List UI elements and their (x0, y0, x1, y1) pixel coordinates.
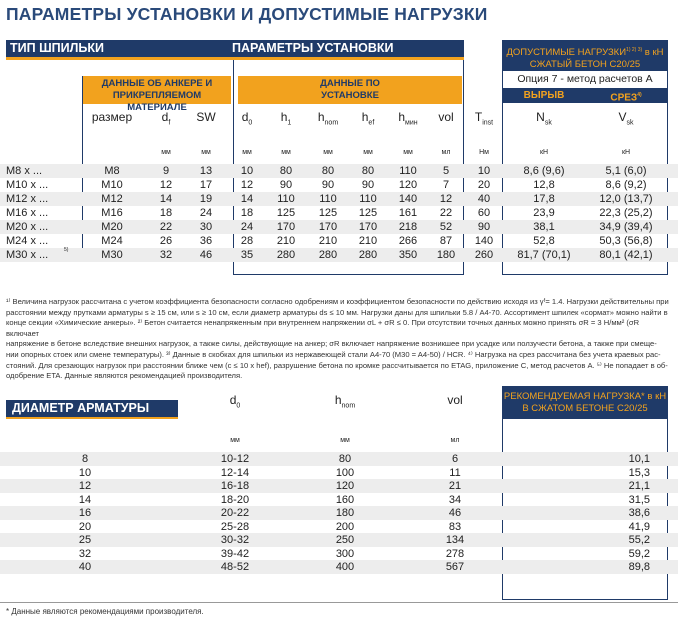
cell-vol: 22 (439, 207, 453, 219)
footnote-line: нии опорных стоек или смене температуры). ³⁾ Данные в скобках для шпильки из нержавеющей стали A4-70 (M30 = A4-50) / HCR. ⁴⁾ Нагрузка на срез рассчитана без учета краевых рас- (6, 349, 661, 359)
cell-vsk: 50,3 (56,8) (599, 235, 653, 247)
t2-cell-dia: 32 (78, 547, 92, 560)
loads-header (503, 41, 667, 71)
pullout-label: ВЫРЫВ (523, 90, 565, 101)
t2-load-header-tail: в кН (644, 391, 667, 402)
bolt-type-cell: M24 x ... (6, 235, 49, 247)
t2-cell-d0: 18-20 (220, 493, 250, 506)
option-label-text: Опция 7 - метод расчетов А (517, 73, 653, 85)
cell-nsk: 81,7 (70,1) (517, 249, 571, 261)
cell-d0: 18 (240, 207, 254, 219)
unit-vsk: кН (621, 149, 631, 156)
cell-h1: 125 (276, 207, 296, 219)
bolt-type-cell: M12 x ... (6, 193, 49, 205)
cell-tinst: 60 (477, 207, 491, 219)
loads-header-line2: СЖАТЫЙ БЕТОН C20/25 (529, 59, 641, 71)
loads-header-line1: ДОПУСТИМЫЕ НАГРУЗКИ (506, 47, 627, 59)
cell-h1: 280 (276, 249, 296, 261)
cell-vol: 87 (439, 235, 453, 247)
cell-vol: 7 (442, 179, 450, 191)
rebar-header-label: ДИАМЕТР АРМАТУРЫ (12, 401, 150, 415)
cell-hef: 170 (358, 221, 378, 233)
t2-load-header (503, 387, 667, 419)
unit-nsk: кН (539, 149, 549, 156)
t2-cell-load: 10,1 (628, 453, 650, 465)
col-h1: $h_1$ (280, 110, 292, 127)
cell-vol: 180 (436, 249, 456, 261)
t2-cell-vol: 278 (445, 547, 465, 560)
divider (233, 274, 464, 275)
t2-cell-vol: 567 (445, 561, 465, 573)
t2-cell-hnom: 100 (335, 466, 355, 479)
anchor-data-header-label: ДАННЫЕ ОБ АНКЕРЕ И ПРИКРЕПЛЯЕМОМ МАТЕРИАЛЕ (101, 78, 213, 113)
bolt-type-cell: M30 x ... (6, 249, 49, 261)
footer-note: * Данные являются рекомендациями производителя. (6, 607, 204, 616)
cell-hnom: 280 (318, 249, 338, 261)
col-hef: $h_{ef}$ (361, 110, 375, 127)
option-label (503, 72, 667, 87)
t2-cell-vol: 134 (445, 534, 465, 546)
cell-df: 22 (159, 221, 173, 233)
unit-sw: мм (201, 149, 211, 156)
cell-d0: 24 (240, 221, 254, 233)
t2-cell-dia: 12 (78, 480, 92, 492)
t2-cell-hnom: 180 (335, 507, 355, 519)
cell-h1: 170 (276, 221, 296, 233)
cell-sw: 24 (199, 207, 213, 219)
t2-cell-hnom: 160 (335, 493, 355, 506)
t2-cell-load: 59,2 (628, 547, 650, 560)
cell-hmin: 110 (399, 165, 417, 177)
cell-h1: 110 (277, 193, 295, 205)
install-params-header (142, 40, 464, 57)
cell-hmin: 218 (398, 221, 418, 233)
shear-label (585, 88, 667, 103)
cell-h1: 80 (279, 165, 293, 177)
t2-unit-hnom: мм (340, 437, 350, 444)
col-nsk: $N_{sk}$ (536, 110, 552, 127)
cell-sw: 19 (199, 193, 213, 205)
cell-df: 26 (159, 235, 173, 247)
loads-header-tail: в кН (642, 47, 664, 59)
cell-hmin: 120 (398, 179, 418, 191)
t2-cell-hnom: 400 (335, 561, 355, 573)
t2-cell-load: 89,8 (628, 561, 650, 573)
cell-hnom: 80 (321, 165, 335, 177)
bolt-type-header-label: ТИП ШПИЛЬКИ (10, 41, 104, 55)
cell-df: 12 (159, 179, 173, 191)
col-vsk: $V_{sk}$ (618, 110, 634, 127)
footnote-line: напряжение в бетоне вследствие внешних нагрузок, а также силы, действующие на анкер; σR включает напряжение возникшее при усадке или ползучести бетона, а также при смеще- (6, 339, 657, 349)
cell-df: 32 (159, 249, 173, 261)
col-tinst: $T_{inst}$ (474, 110, 494, 127)
cell-hef: 80 (361, 165, 375, 177)
cell-tinst: 10 (477, 165, 491, 177)
unit-df: мм (161, 149, 171, 156)
shear-label-text: СРЕЗ (610, 92, 638, 104)
cell-size: M20 (101, 221, 123, 233)
cell-df: 18 (159, 207, 173, 219)
col-sw: SW (196, 110, 216, 124)
cell-vol: 5 (442, 165, 450, 177)
loads-header-sup: 1) 2) 3) (626, 47, 643, 53)
footnote-line: стояний. Для срезающих нагрузок при расстоянии ближе чем (c ≤ 10 x hef), разрушение бетона по кромке рассчитывается по ETAG, приложение С, метод расчетов A. ⁵⁾ Не попадает в об- (6, 360, 668, 370)
unit-h1: мм (281, 149, 291, 156)
footnote-line: ¹⁾ Величина нагрузок рассчитана с учетом коэффициента безопасности согласно одобрениям и коэффициентом безопасности по действию исходя из γᶠ= 1.4. Нагрузки действительны при (6, 297, 669, 306)
t2-cell-dia: 8 (81, 453, 89, 465)
cell-hef: 90 (361, 179, 375, 191)
cell-h1: 210 (276, 235, 296, 247)
cell-h1: 90 (279, 179, 293, 191)
t2-cell-vol: 21 (448, 480, 462, 492)
t2-col-hnom: $h_{nom}$ (334, 393, 356, 410)
col-hmin: $h_{мин}$ (398, 110, 418, 127)
footnotes (6, 297, 670, 382)
cell-vsk: 12,0 (13,7) (599, 193, 653, 205)
bolt-type-cell: M16 x ... (6, 207, 49, 219)
cell-nsk: 52,8 (533, 235, 555, 247)
unit-d0: мм (242, 149, 252, 156)
cell-size: M30 (101, 249, 123, 261)
cell-hef: 125 (358, 207, 378, 219)
cell-nsk: 12,8 (533, 179, 555, 191)
bolt-type-cell: M20 x ... (6, 221, 49, 233)
t2-cell-vol: 11 (449, 466, 461, 479)
cell-tinst: 140 (474, 235, 494, 247)
cell-size: M24 (101, 235, 123, 247)
col-hnom: $h_{nom}$ (317, 110, 339, 127)
install-data-header (238, 76, 462, 104)
t2-cell-d0: 25-28 (220, 520, 250, 533)
t2-cell-load: 55,2 (628, 534, 650, 546)
t2-cell-load: 41,9 (628, 520, 650, 533)
cell-tinst: 20 (477, 179, 491, 191)
cell-hnom: 90 (321, 179, 335, 191)
footnote-line: конце секции «Химические анкеры». ²⁾ Бетон считается ненапряженным при внутреннем напряжении σL + σR ≤ 0. При отсутствии точных данных можно принять σR = 3 Н/мм² (σR включает (6, 318, 640, 338)
cell-sw: 13 (199, 165, 213, 177)
col-df: $d_f$ (161, 110, 171, 127)
t2-unit-d0: мм (230, 437, 240, 444)
cell-hnom: 125 (318, 207, 338, 219)
cell-hmin: 266 (398, 235, 418, 247)
t2-cell-hnom: 80 (338, 453, 352, 465)
t2-cell-dia: 14 (78, 493, 92, 506)
t2-cell-d0: 48-52 (220, 561, 250, 573)
cell-vsk: 80,1 (42,1) (599, 249, 653, 261)
t2-load-header-line1: РЕКОМЕНДУЕМАЯ НАГРУЗКА* (503, 391, 645, 402)
t2-cell-hnom: 250 (335, 534, 355, 546)
cell-sw: 17 (199, 179, 213, 191)
install-params-header-label: ПАРАМЕТРЫ УСТАНОВКИ (232, 41, 394, 55)
cell-vol: 12 (439, 193, 453, 205)
cell-hef: 110 (359, 193, 377, 205)
bolt-type-header (6, 40, 144, 57)
unit-hef: мм (363, 149, 373, 156)
t2-cell-vol: 83 (448, 520, 462, 533)
bolt-type-cell: M10 x ... (6, 179, 49, 191)
cell-tinst: 90 (477, 221, 491, 233)
t2-unit-vol: мл (450, 437, 460, 444)
cell-vsk: 22,3 (25,2) (599, 207, 653, 219)
cell-hnom: 210 (318, 235, 338, 247)
unit-tinst: Нм (479, 149, 489, 156)
t2-cell-d0: 20-22 (220, 507, 250, 519)
t2-col-d0: $d_0$ (229, 393, 241, 410)
t2-cell-dia: 40 (78, 561, 92, 573)
header-underline (6, 57, 464, 60)
cell-nsk: 8,6 (9,6) (523, 165, 565, 177)
t2-cell-load: 31,5 (628, 493, 650, 506)
cell-hmin: 161 (398, 207, 418, 219)
unit-vol: мл (441, 149, 451, 156)
cell-df: 9 (162, 165, 170, 177)
anchor-data-header (83, 76, 231, 113)
cell-nsk: 38,1 (533, 221, 555, 233)
t2-cell-dia: 16 (78, 507, 92, 519)
t2-cell-d0: 39-42 (220, 547, 250, 560)
t2-cell-dia: 25 (78, 534, 92, 546)
t2-cell-vol: 34 (448, 493, 462, 506)
cell-d0: 10 (240, 165, 254, 177)
cell-hnom: 170 (318, 221, 338, 233)
cell-sw: 36 (199, 235, 213, 247)
t2-cell-dia: 20 (78, 520, 92, 533)
bolt-type-cell: M8 x ... (6, 165, 43, 177)
cell-vsk: 34,9 (39,4) (599, 221, 653, 233)
t2-cell-d0: 10-12 (220, 453, 250, 465)
t2-cell-d0: 12-14 (220, 466, 250, 479)
cell-hmin: 140 (398, 193, 418, 205)
cell-size: M12 (101, 193, 123, 205)
cell-d0: 28 (240, 235, 254, 247)
t2-load-header-line2: В СЖАТОМ БЕТОНЕ C20/25 (522, 403, 648, 414)
cell-hmin: 350 (398, 249, 418, 261)
cell-hef: 210 (358, 235, 378, 247)
cell-hef: 280 (358, 249, 378, 261)
t2-cell-load: 21,1 (628, 480, 650, 492)
footnote-line: одобрение ETA. Данные являются рекомендацией производителя. (6, 371, 243, 381)
col-vol: vol (438, 110, 454, 124)
install-data-header-label: ДАННЫЕ ПО УСТАНОВКЕ (320, 78, 380, 101)
footnote-line: расстоянии между прутками арматуры s ≥ 15 см, или s ≥ 10 см, если диаметр арматуры ds ≤ 10 мм. Нагрузки даны для шпильки 5.8 / A4-70. Ассортимент шпилек «сормат» можно найти в (6, 307, 668, 317)
col-d0: $d_0$ (241, 110, 253, 127)
unit-hnom: мм (323, 149, 333, 156)
cell-vsk: 8,6 (9,2) (605, 179, 647, 191)
page-title: ПАРАМЕТРЫ УСТАНОВКИ И ДОПУСТИМЫЕ НАГРУЗКИ (6, 4, 488, 24)
cell-nsk: 23,9 (533, 207, 555, 219)
t2-cell-d0: 16-18 (220, 480, 250, 492)
t2-cell-load: 15,3 (628, 466, 650, 479)
cell-tinst: 40 (477, 193, 491, 205)
cell-d0: 35 (240, 249, 254, 261)
t2-cell-load: 38,6 (628, 507, 650, 519)
rebar-underline (6, 417, 178, 419)
bolt-type-sup: 5) (64, 247, 69, 253)
shear-sup: 4) (637, 92, 642, 98)
t2-cell-d0: 30-32 (220, 534, 250, 546)
footer-divider (0, 602, 678, 603)
t2-cell-dia: 10 (78, 466, 92, 479)
cell-nsk: 17,8 (533, 193, 555, 205)
cell-hnom: 110 (319, 193, 337, 205)
cell-size: M16 (101, 207, 123, 219)
cell-d0: 12 (240, 179, 254, 191)
col-size: размер (91, 110, 133, 124)
t2-cell-hnom: 200 (335, 520, 355, 533)
cell-tinst: 260 (474, 249, 494, 261)
t2-cell-hnom: 120 (335, 480, 355, 492)
cell-sw: 30 (199, 221, 213, 233)
rebar-header (6, 400, 178, 417)
unit-hmin: мм (403, 149, 413, 156)
t2-cell-vol: 46 (448, 507, 462, 519)
t2-cell-vol: 6 (451, 453, 459, 465)
cell-d0: 14 (240, 193, 254, 205)
cell-vsk: 5,1 (6,0) (605, 165, 647, 177)
cell-sw: 46 (199, 249, 213, 261)
cell-size: M10 (101, 179, 123, 191)
cell-vol: 52 (439, 221, 453, 233)
cell-df: 14 (159, 193, 173, 205)
t2-cell-hnom: 300 (335, 547, 355, 560)
cell-size: M8 (104, 165, 120, 177)
t2-col-vol: vol (447, 393, 463, 407)
